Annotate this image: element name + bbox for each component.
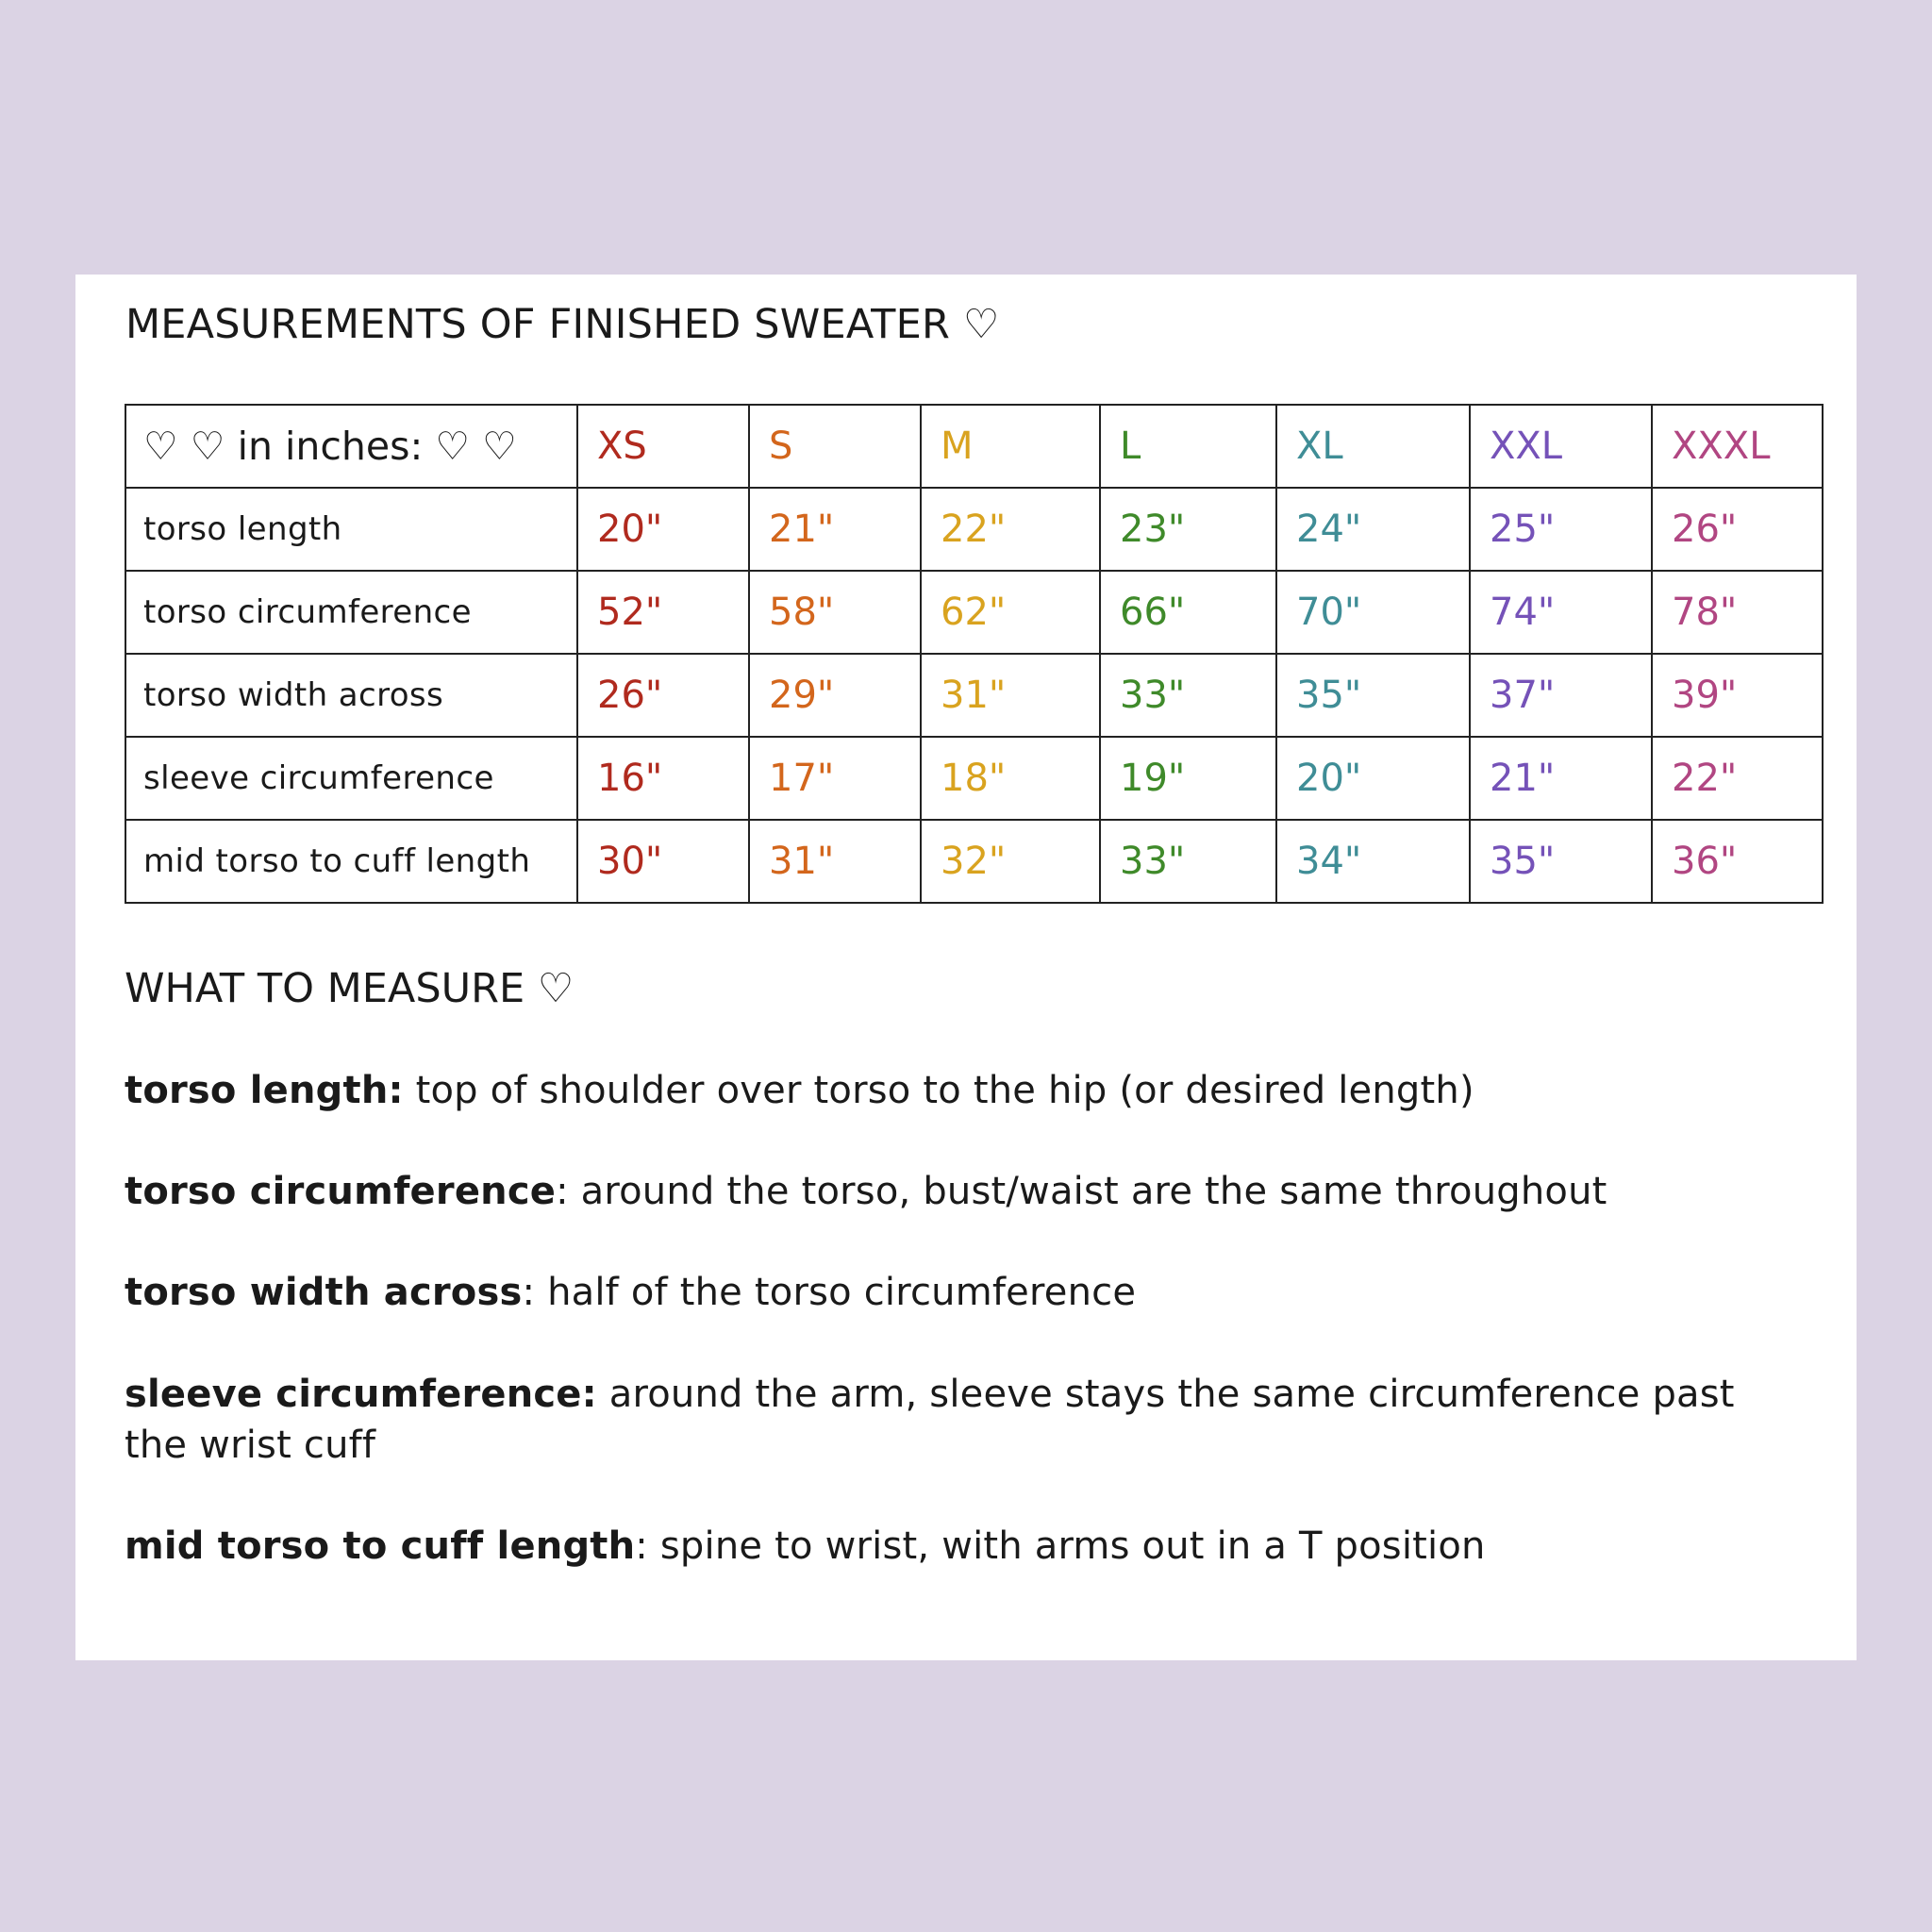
table-cell: 20" [577,488,749,571]
definition-text: : around the torso, bust/waist are the same throughout [556,1170,1607,1213]
table-header-row [125,405,1823,488]
table-cell: 31" [749,820,921,903]
definition-text: : half of the torso circumference [522,1271,1137,1314]
table-cell: 29" [749,654,921,737]
table-cell: 23" [1100,488,1276,571]
table-cell: 58" [749,571,921,654]
definition-term: mid torso to cuff length [125,1524,636,1568]
table-cell: 32" [921,820,1100,903]
size-header-m: M [921,405,1100,488]
table-cell: 33" [1100,820,1276,903]
page-title: MEASUREMENTS OF FINISHED SWEATER ♡ [125,301,1000,348]
units-label: ♡ ♡ in inches: ♡ ♡ [125,405,577,488]
size-chart-card [75,275,1857,1660]
table-cell: 18" [921,737,1100,820]
table-cell: 35" [1470,820,1652,903]
definition-term: torso circumference [125,1170,557,1213]
definition-text: : spine to wrist, with arms out in a T position [635,1524,1486,1568]
definition-text: top of shoulder over torso to the hip (or desired length) [403,1069,1474,1112]
table-cell: 37" [1470,654,1652,737]
table-row [125,571,1823,654]
definition-torso-circumference [125,1166,1804,1217]
definition-term: sleeve circumference: [125,1373,597,1416]
definition-torso-width-across [125,1267,1804,1318]
table-cell: 16" [577,737,749,820]
table-cell: 19" [1100,737,1276,820]
table-cell: 36" [1652,820,1823,903]
table-cell: 26" [577,654,749,737]
size-header-l: L [1100,405,1276,488]
size-header-s: S [749,405,921,488]
table-row [125,654,1823,737]
size-header-xxxl: XXXL [1652,405,1823,488]
table-cell: 39" [1652,654,1823,737]
row-label-torso-circumference: torso circumference [125,571,577,654]
table-cell: 21" [749,488,921,571]
size-header-xs: XS [577,405,749,488]
table-cell: 26" [1652,488,1823,571]
definition-term: torso length: [125,1069,404,1112]
table-cell: 66" [1100,571,1276,654]
table-cell: 25" [1470,488,1652,571]
definition-mid-torso-to-cuff-length [125,1521,1804,1572]
table-row [125,488,1823,571]
table-cell: 22" [921,488,1100,571]
table-cell: 24" [1276,488,1470,571]
definition-term: torso width across [125,1271,523,1314]
table-row [125,737,1823,820]
table-cell: 62" [921,571,1100,654]
definition-text: around the arm, sleeve stays the same circumference past the wrist cuff [125,1373,1735,1467]
row-label-mid-torso-to-cuff-length: mid torso to cuff length [125,820,577,903]
definition-sleeve-circumference [125,1369,1804,1471]
table-cell: 78" [1652,571,1823,654]
table-cell: 17" [749,737,921,820]
table-row [125,820,1823,903]
row-label-torso-length: torso length [125,488,577,571]
table-cell: 70" [1276,571,1470,654]
size-header-xl: XL [1276,405,1470,488]
row-label-torso-width-across: torso width across [125,654,577,737]
table-cell: 52" [577,571,749,654]
table-cell: 20" [1276,737,1470,820]
section-title-what-to-measure: WHAT TO MEASURE ♡ [125,965,575,1012]
table-cell: 33" [1100,654,1276,737]
table-cell: 30" [577,820,749,903]
definition-torso-length [125,1065,1804,1116]
table-cell: 34" [1276,820,1470,903]
row-label-sleeve-circumference: sleeve circumference [125,737,577,820]
table-cell: 21" [1470,737,1652,820]
table-cell: 74" [1470,571,1652,654]
table-cell: 35" [1276,654,1470,737]
measurements-table [125,404,1824,904]
size-header-xxl: XXL [1470,405,1652,488]
table-cell: 31" [921,654,1100,737]
table-cell: 22" [1652,737,1823,820]
